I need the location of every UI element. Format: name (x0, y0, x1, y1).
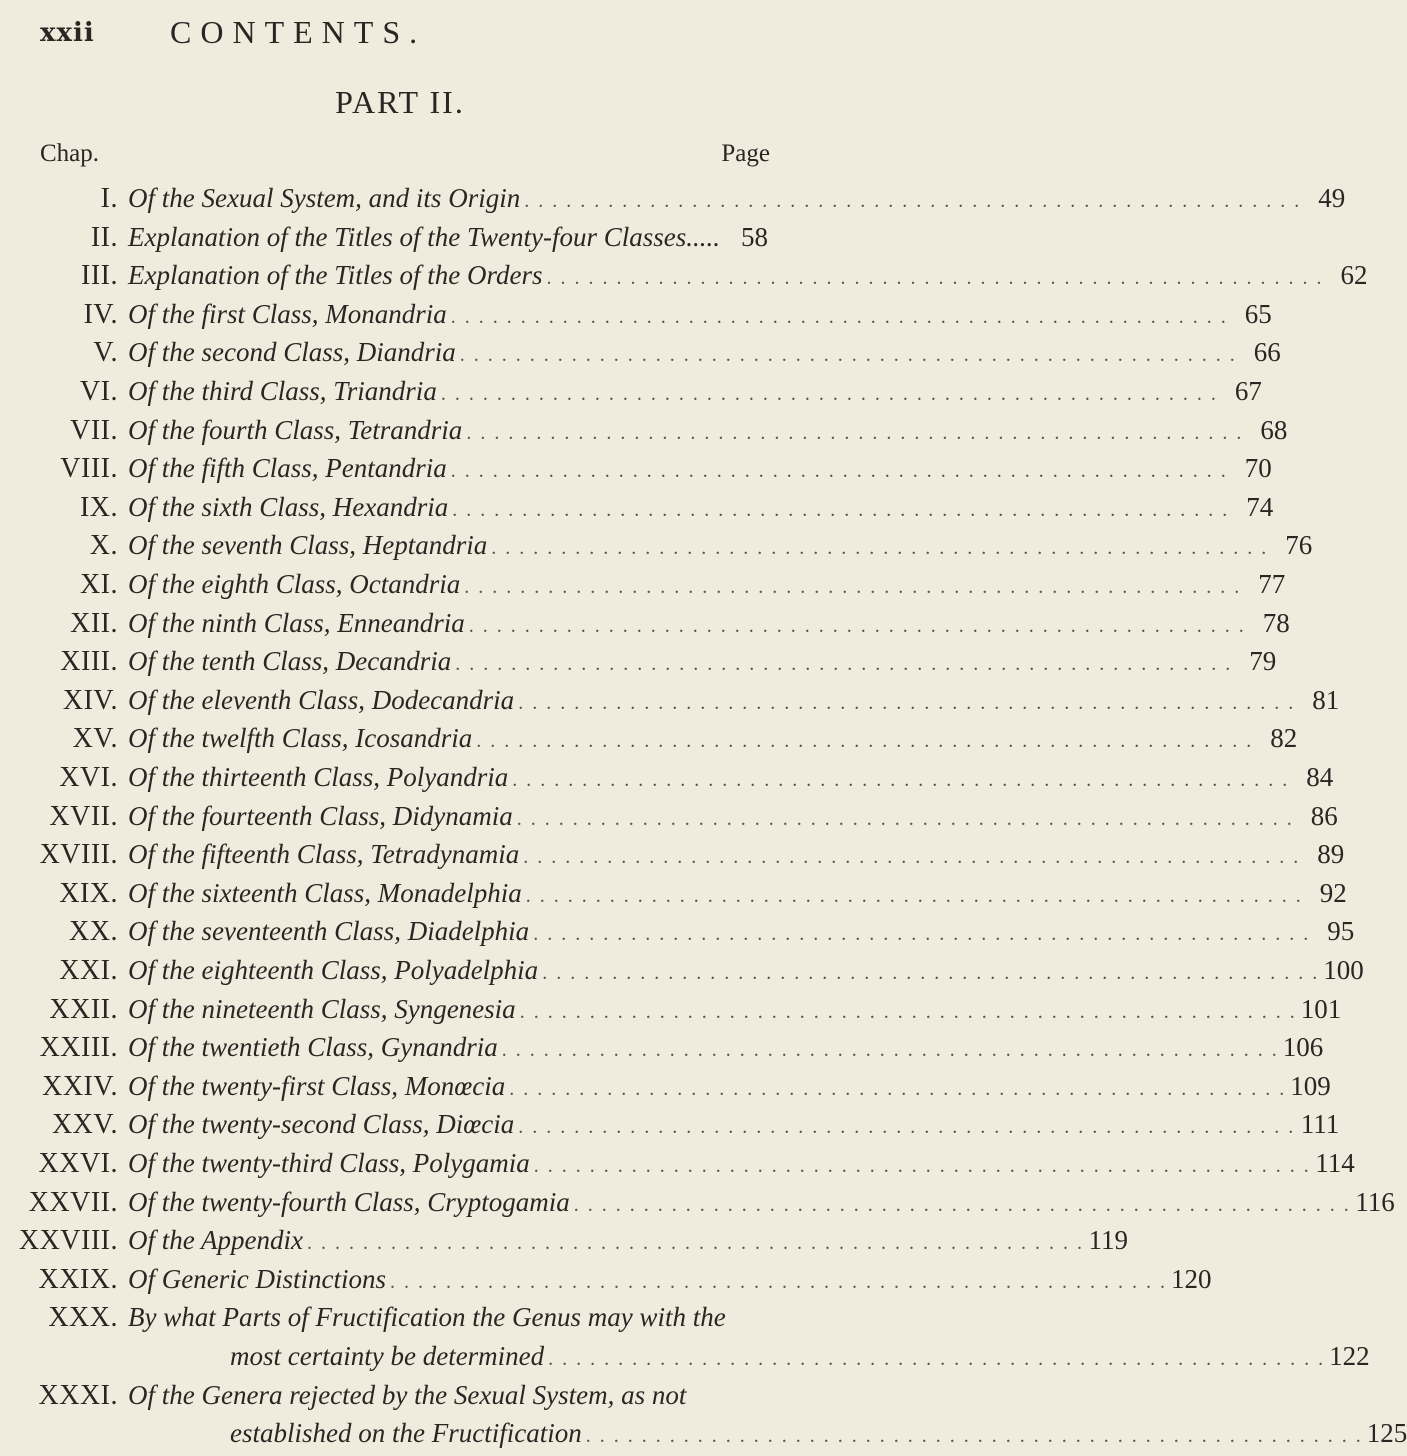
contents-entry (0, 260, 1368, 298)
dot-leader: . . . . . . . . . . . . . . . . . . . . . . . . . . . . . . . . . . . . . . . . . . . . . . . . . . . . . . . . (476, 730, 1254, 753)
entry-line (128, 530, 1313, 561)
chapter-title: Of the twenty-fourth Class, Cryptogamia (128, 1186, 570, 1217)
dot-leader: . . . . . . . . . . . . . . . . . . . . . . . . . . . . . . . . . . . . . . . . . . . . . . . . . . . . . . . . (519, 1000, 1297, 1023)
dot-leader: . . . . . . . . . . . . . . . . . . . . . . . . . . . . . . . . . . . . . . . . . . . . . . . . . . . . . . . . (542, 962, 1320, 984)
contents-entry (0, 1341, 1370, 1379)
chapter-number: XXX. (48, 1302, 118, 1334)
page-number: 77 (1258, 569, 1286, 599)
chapter-number: XXII. (49, 993, 118, 1025)
chapter-title: Of the twenty-second Class, Diœcia (128, 1109, 515, 1140)
dot-leader: . . . . . . . . . . . . . . . . . . . . . . . . . . . . . . . . . . . . . . . . . . . . . . . . . . . . . . . . (389, 1270, 1167, 1293)
part-title: PART II. (335, 84, 465, 120)
contents-entry (0, 1263, 1212, 1302)
page-number: 65 (1244, 298, 1272, 329)
page-number: 114 (1315, 1148, 1355, 1178)
contents-entry (0, 183, 1346, 221)
entry-line (128, 1225, 1128, 1256)
chapter-title: Of the tenth Class, Decandria (128, 646, 452, 677)
page-number: 74 (1246, 491, 1274, 522)
contents-entry (0, 1148, 1355, 1186)
page-number: 76 (1285, 530, 1313, 561)
page-number: 116 (1355, 1186, 1395, 1217)
page-number: 119 (1088, 1225, 1128, 1256)
contents-entry (0, 1380, 800, 1418)
chapter-title: Of the Sexual System, and its Origin (128, 183, 521, 213)
page-number: 100 (1323, 955, 1364, 985)
contents-entry (0, 607, 1290, 646)
chapter-title-continuation: established on the Fructification (230, 1418, 582, 1449)
entry-line (128, 260, 1368, 291)
chapter-number: XXI. (59, 955, 118, 986)
page-number: 66 (1253, 337, 1281, 368)
dot-leader: . . . . . . . . . . . . . . . . . . . . . . . . . . . . . . . . . . . . . . . . . . . . . . . . . . . . . . . . (501, 1039, 1279, 1062)
chapter-number: V. (93, 337, 118, 369)
entry-line (128, 993, 1342, 1025)
entry-line (128, 1109, 1340, 1140)
chapter-title: By what Parts of Fructification the Genus may with the (128, 1302, 726, 1333)
page-number: 58 (741, 221, 768, 252)
entry-line (128, 298, 1272, 330)
chapter-number: XV. (72, 723, 118, 755)
entry-line (128, 684, 1340, 716)
dot-leader: . . . . . . . . . . . . . . . . . . . . . . . . . . . . . . . . . . . . . . . . . . . . . . . . . . . . . . . . (468, 614, 1246, 637)
entry-line (128, 376, 1262, 407)
contents-entry (0, 337, 1281, 375)
chapter-title: Of the third Class, Triandria (128, 376, 437, 406)
chapter-title: Of the Appendix (128, 1225, 303, 1256)
entry-line (128, 1070, 1331, 1102)
page-number: 86 (1310, 800, 1338, 831)
chapter-title: Of the Genera rejected by the Sexual System, as not (128, 1379, 687, 1410)
chapter-number: IX. (79, 491, 118, 523)
contents-entry (0, 569, 1286, 607)
chapter-number: XI. (79, 569, 118, 600)
page-number: 109 (1290, 1070, 1331, 1101)
chapter-number: XVI. (59, 762, 118, 793)
entry-line (128, 646, 1277, 677)
chapter-number: XIX. (59, 877, 118, 909)
entry-line (128, 337, 1281, 368)
page-column-heading: Page (721, 140, 770, 167)
page-number: 106 (1282, 1032, 1324, 1063)
entry-line (128, 491, 1274, 523)
page-number: 120 (1170, 1263, 1212, 1294)
chapter-title: Of the eleventh Class, Dodecandria (128, 684, 515, 715)
chapter-title: Of the fourth Class, Tetrandria (128, 414, 463, 445)
dot-leader: . . . . . . . . . . . . . . . . . . . . . . . . . . . . . . . . . . . . . . . . . . . . . . . . . . . . . . . . (452, 498, 1230, 521)
entry-line (230, 1418, 1407, 1449)
dot-leader: . . . . . . . . . . . . . . . . . . . . . . . . . . . . . . . . . . . . . . . . . . . . . . . . . . . . . . . . (546, 267, 1324, 290)
page-number: 68 (1260, 414, 1288, 445)
dot-leader: . . . . . . . . . . . . . . . . . . . . . . . . . . . . . . . . . . . . . . . . . . . . . . . . . . . . . . . . (306, 1232, 1084, 1255)
page-number: 122 (1329, 1341, 1370, 1371)
chapter-number: X. (89, 530, 118, 562)
contents-entry (0, 453, 1272, 491)
dot-leader: . . . . . . . . . . . . . . . . . . . . . . . . . . . . . . . . . . . . . . . . . . . . . . . . . . . . . . . . (464, 576, 1242, 598)
entry-line (128, 1380, 768, 1411)
entry-line (128, 839, 1345, 870)
chapter-title: Of the nineteenth Class, Syngenesia (128, 993, 516, 1024)
dot-leader: . . . . . . . . . . . . . . . . . . . . . . . . . . . . . . . . . . . . . . . . . . . . . . . . . . . . . . . . (512, 769, 1290, 791)
chapter-title: Of the second Class, Diandria (128, 337, 456, 368)
chapter-title: Of the ninth Class, Enneandria (128, 607, 465, 638)
entry-line (128, 607, 1290, 639)
chapter-title: Of the fifth Class, Pentandria (128, 453, 447, 484)
folio: xxii (40, 18, 95, 48)
dot-leader: . . . . . . . . . . . . . . . . . . . . . . . . . . . . . . . . . . . . . . . . . . . . . . . . . . . . . . . . (440, 383, 1218, 405)
chapter-number: I. (100, 183, 118, 214)
dot-leader: . . . . . . . . . . . . . . . . . . . . . . . . . . . . . . . . . . . . . . . . . . . . . . . . . . . . . . . . (455, 653, 1233, 676)
dot-leader: . . . . . . . . . . . . . . . . . . . . . . . . . . . . . . . . . . . . . . . . . . . . . . . . . . . . . . . . (518, 1116, 1296, 1139)
page-number: 70 (1244, 453, 1272, 484)
chapter-title: Of the first Class, Monandria (128, 298, 447, 329)
chapter-number: XXVII. (28, 1186, 118, 1218)
chapter-number: XXVI. (38, 1148, 118, 1179)
chapter-title: Of the twenty-first Class, Monœcia (128, 1070, 506, 1101)
chapter-title: Of the eighteenth Class, Polyadelphia (128, 955, 539, 985)
chapter-number: XXIII. (39, 1032, 118, 1064)
chapter-title: Of the sixteenth Class, Monadelphia (128, 877, 522, 908)
chapter-title: Of the sixth Class, Hexandria (128, 491, 449, 522)
contents-entry (0, 530, 1313, 568)
chapter-title: Of the fifteenth Class, Tetradynamia (128, 839, 520, 870)
contents-entry (0, 1186, 1395, 1225)
page-number: 49 (1318, 183, 1346, 213)
dot-leader: . . . . . . . . . . . . . . . . . . . . . . . . . . . . . . . . . . . . . . . . . . . . . . . . . . . . . . . . (523, 846, 1301, 869)
chapter-number: VI. (79, 376, 118, 407)
page-number: 82 (1270, 723, 1298, 754)
chapter-title-continuation: most certainty be determined (230, 1341, 545, 1371)
dot-leader: . . . . . . . . . . . . . . . . . . . . . . . . . . . . . . . . . . . . . . . . . . . . . . . . . . . . . . . . (459, 344, 1237, 367)
contents-entry (0, 414, 1288, 453)
page-number: 111 (1300, 1109, 1340, 1140)
page-number: 89 (1317, 839, 1345, 870)
chapter-number: IV. (83, 298, 118, 330)
chapter-number: XXVIII. (18, 1225, 118, 1257)
chapter-number: XVII. (49, 800, 118, 832)
chapter-title: Of the seventh Class, Heptandria (128, 530, 488, 561)
chapter-title: Explanation of the Titles of the Twenty-four Classes..... (128, 221, 720, 252)
contents-entry (0, 1070, 1331, 1109)
contents-entry (0, 1418, 1407, 1456)
chapter-title: Explanation of the Titles of the Orders (128, 260, 543, 291)
page-number: 79 (1249, 646, 1277, 677)
running-head: CONTENTS. (170, 14, 427, 50)
contents-entry (0, 1032, 1324, 1070)
dot-leader: . . . . . . . . . . . . . . . . . . . . . . . . . . . . . . . . . . . . . . . . . . . . . . . . . . . . . . . . (585, 1425, 1363, 1448)
contents-entry (0, 993, 1342, 1032)
entry-line (230, 1341, 1370, 1372)
page-number: 125 (1366, 1418, 1407, 1449)
dot-leader: . . . . . . . . . . . . . . . . . . . . . . . . . . . . . . . . . . . . . . . . . . . . . . . . . . . . . . . . (491, 537, 1269, 560)
chapter-number: XX. (69, 916, 118, 948)
entry-line (128, 723, 1298, 754)
entry-line (128, 1186, 1395, 1218)
contents-entry (0, 1225, 1128, 1263)
chapter-title: Of the twentieth Class, Gynandria (128, 1032, 498, 1063)
entry-line (128, 955, 1364, 986)
entry-line (128, 222, 768, 253)
dot-leader: . . . . . . . . . . . . . . . . . . . . . . . . . . . . . . . . . . . . . . . . . . . . . . . . . . . . . . . . (466, 421, 1244, 444)
contents-entry (0, 839, 1345, 877)
entry-line (128, 916, 1355, 947)
entry-line (128, 1302, 768, 1333)
chapter-column-heading: Chap. (40, 140, 100, 167)
contents-entry (0, 800, 1338, 839)
chapter-title: Of the thirteenth Class, Polyandria (128, 762, 509, 792)
contents-entry (0, 491, 1274, 530)
chapter-title: Of the twelfth Class, Icosandria (128, 723, 473, 754)
chapter-number: XXV. (51, 1109, 118, 1141)
chapter-title: Of the twenty-third Class, Polygamia (128, 1148, 530, 1178)
dot-leader: . . . . . . . . . . . . . . . . . . . . . . . . . . . . . . . . . . . . . . . . . . . . . . . . . . . . . . . . (548, 1348, 1326, 1370)
chapter-number: XII. (70, 607, 118, 639)
dot-leader: . . . . . . . . . . . . . . . . . . . . . . . . . . . . . . . . . . . . . . . . . . . . . . . . . . . . . . . . (450, 305, 1228, 328)
dot-leader: . . . . . . . . . . . . . . . . . . . . . . . . . . . . . . . . . . . . . . . . . . . . . . . . . . . . . . . . (518, 691, 1296, 714)
entry-line (128, 762, 1334, 793)
entry-line (128, 569, 1286, 600)
page-number: 62 (1340, 260, 1368, 291)
chapter-number: XIV. (62, 684, 118, 716)
contents-entry (0, 222, 800, 260)
dot-leader: . . . . . . . . . . . . . . . . . . . . . . . . . . . . . . . . . . . . . . . . . . . . . . . . . . . . . . . . (450, 460, 1228, 483)
dot-leader: . . . . . . . . . . . . . . . . . . . . . . . . . . . . . . . . . . . . . . . . . . . . . . . . . . . . . . . . (524, 190, 1302, 212)
contents-entry (0, 723, 1298, 761)
chapter-title: Of the eighth Class, Octandria (128, 569, 461, 599)
dot-leader: . . . . . . . . . . . . . . . . . . . . . . . . . . . . . . . . . . . . . . . . . . . . . . . . . . . . . . . . (573, 1193, 1351, 1216)
contents-entry (0, 955, 1364, 993)
chapter-number: XXXI. (38, 1379, 118, 1411)
page-header (40, 12, 770, 52)
chapter-number: III. (81, 260, 118, 292)
page-number: 78 (1262, 607, 1290, 638)
contents-entry (0, 1109, 1340, 1147)
contents-entry (0, 1302, 800, 1340)
dot-leader: . . . . . . . . . . . . . . . . . . . . . . . . . . . . . . . . . . . . . . . . . . . . . . . . . . . . . . . . (516, 807, 1294, 830)
chapter-number: II. (90, 221, 118, 253)
entry-line (128, 800, 1338, 832)
entry-line (128, 1148, 1355, 1179)
entry-line (128, 414, 1288, 446)
chapter-number: XIII. (60, 646, 118, 678)
column-headings (40, 140, 770, 172)
chapter-number: XXIX. (38, 1263, 118, 1295)
dot-leader: . . . . . . . . . . . . . . . . . . . . . . . . . . . . . . . . . . . . . . . . . . . . . . . . . . . . . . . . (533, 923, 1311, 946)
page-number: 81 (1312, 684, 1340, 715)
entry-line (128, 183, 1346, 214)
dot-leader: . . . . . . . . . . . . . . . . . . . . . . . . . . . . . . . . . . . . . . . . . . . . . . . . . . . . . . . . (525, 884, 1303, 907)
chapter-number: VIII. (60, 453, 118, 485)
dot-leader: . . . . . . . . . . . . . . . . . . . . . . . . . . . . . . . . . . . . . . . . . . . . . . . . . . . . . . . . (509, 1077, 1287, 1100)
contents-entry (0, 376, 1262, 414)
dot-leader: . . . . . . . . . . . . . . . . . . . . . . . . . . . . . . . . . . . . . . . . . . . . . . . . . . . . . . . . (533, 1155, 1311, 1177)
contents-entry (0, 762, 1334, 800)
page-number: 84 (1306, 762, 1334, 792)
page-number: 92 (1319, 877, 1347, 908)
contents-entry (0, 646, 1277, 684)
page-number: 67 (1234, 376, 1262, 406)
contents-entry (0, 298, 1272, 337)
chapter-number: VII. (70, 414, 118, 446)
contents-entry (0, 877, 1347, 916)
chapter-title: Of the seventeenth Class, Diadelphia (128, 916, 530, 947)
chapter-number: XXIV. (42, 1070, 118, 1102)
contents-entry (0, 684, 1340, 723)
contents-entry (0, 916, 1355, 954)
chapter-title: Of Generic Distinctions (128, 1263, 386, 1294)
entry-line (128, 877, 1347, 909)
entry-line (128, 1263, 1212, 1295)
entry-line (128, 453, 1272, 484)
page-number: 101 (1300, 993, 1342, 1024)
chapter-number: XVIII. (39, 839, 118, 871)
entry-line (128, 1032, 1324, 1063)
page-number: 95 (1327, 916, 1355, 947)
chapter-title: Of the fourteenth Class, Didynamia (128, 800, 513, 831)
